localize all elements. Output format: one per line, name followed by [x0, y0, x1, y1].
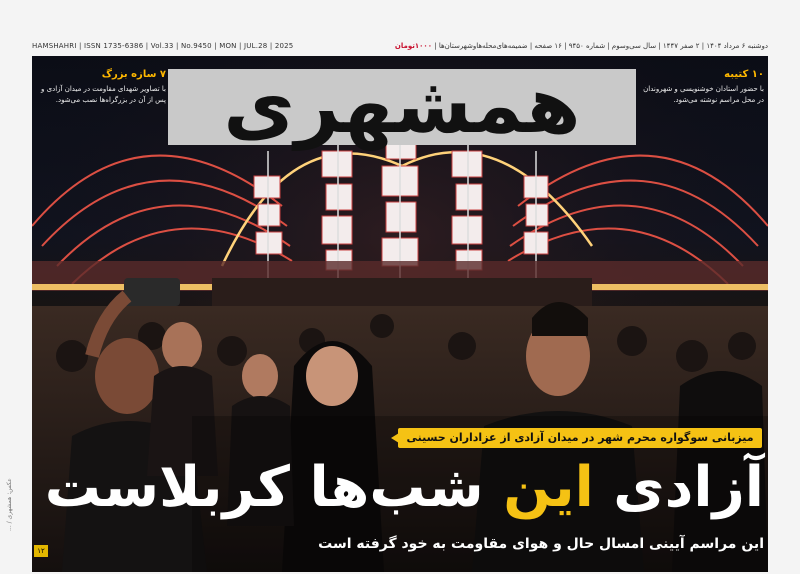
teaser-left-text: با تصاویر شهدای مقاومت در میدان آزادی و پس از آن در بزرگراه‌ها نصب می‌شود. [41, 85, 166, 104]
teaser-left-title: ۷ سازه بزرگ [101, 69, 166, 80]
masthead [168, 61, 636, 151]
newspaper-logo[interactable]: همشهری [223, 61, 581, 151]
main-headline[interactable] [44, 452, 764, 524]
issue-info-persian-text: دوشنبه ۶ مرداد ۱۴۰۴ | ۲ صفر ۱۴۴۷ | سال سی‌وسوم | شماره ۹۴۵۰ | ۱۶ صفحه | ضمیمه‌ها‌ی‌محله‌ها‌و‌شهرستان‌‌ها [438, 42, 768, 50]
headline-part-1: آزادی [593, 455, 764, 520]
teaser-right-title: ۱۰ کتیبه [724, 69, 764, 80]
headline-highlight: این [503, 455, 594, 520]
issue-info-strip [32, 40, 768, 54]
teaser-left[interactable] [40, 69, 166, 135]
issue-price: ۱۰۰۰تومان [394, 42, 432, 50]
page-number: ۱۲ [34, 545, 48, 557]
issue-info-latin: HAMSHAHRI | ISSN 1735-6386 | Vol.33 | No.9450 | MON | JUL.28 | 2025 [32, 42, 294, 50]
photo-credit: عکس: همشهری / ... [6, 478, 13, 531]
headline-kicker[interactable]: میزبانی سوگواره محرم شهر در میدان آزادی از عزاداران حسینی [398, 428, 762, 448]
teaser-right[interactable] [638, 69, 764, 135]
sub-headline[interactable]: این مراسم آیینی امسال حال و هوای مقاومت به خود گرفته است [318, 536, 764, 552]
issue-info-persian: دوشنبه ۶ مرداد ۱۴۰۴ | ۲ صفر ۱۴۴۷ | سال سی‌وسوم | شماره ۹۴۵۰ | ۱۶ صفحه | ضمیمه‌ها‌ی‌محله‌ها‌و‌شهرستان‌‌ها | ۱۰۰۰تومان [394, 42, 768, 50]
teaser-right-text: با حضور استادان خوشنویسی و شهروندان در محل مراسم نوشته می‌شود. [643, 85, 764, 104]
headline-part-2: شب‌ها کربلاست [44, 455, 504, 520]
